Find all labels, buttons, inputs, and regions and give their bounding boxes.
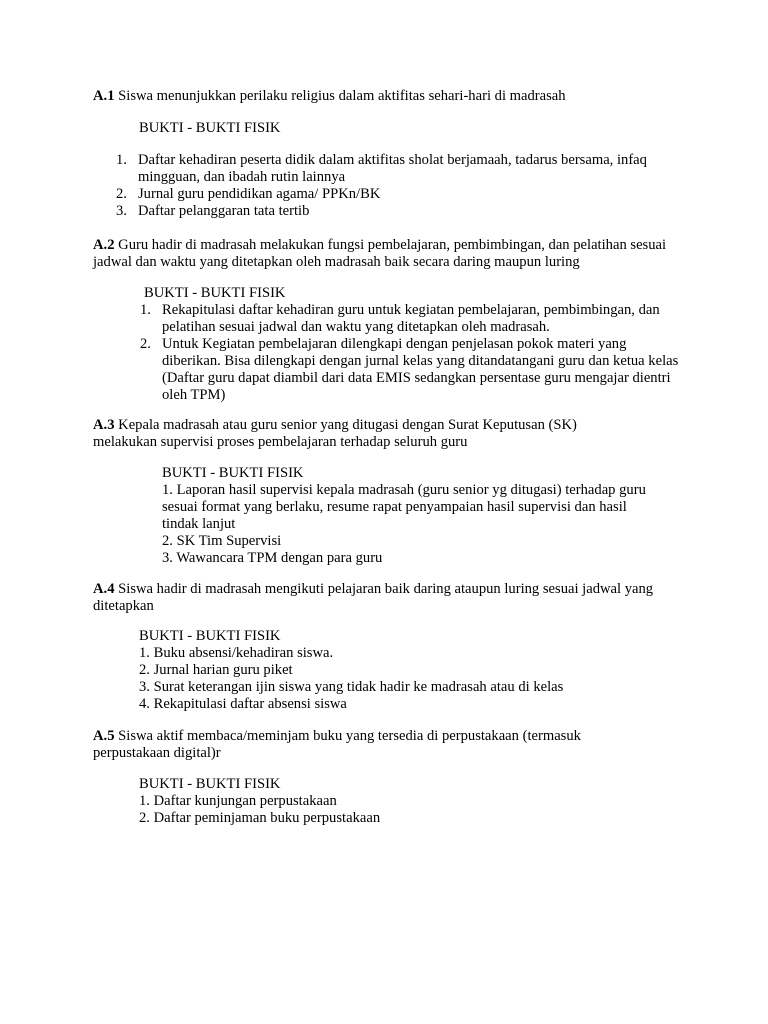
section-a4-evidence (139, 628, 679, 713)
section-a2-heading (93, 237, 673, 271)
list-item: 1. Rekapitulasi daftar kehadiran guru untuk kegiatan pembelajaran, pembimbingan, dan pelatihan sesuai jadwal dan waktu yang ditetapkan oleh madrasah. (140, 302, 660, 335)
list-item: 1. Daftar kehadiran peserta didik dalam aktifitas sholat berjamaah, tadarus bersama, infaq mingguan, dan ibadah rutin lainnya (116, 152, 647, 185)
list-item: 3. Wawancara TPM dengan para guru (162, 550, 383, 566)
list-item: 4. Rekapitulasi daftar absensi siswa (139, 696, 347, 712)
list-item: 2. Jurnal guru pendidikan agama/ PPKn/BK (116, 186, 381, 202)
section-a3-code: A.3 (93, 417, 115, 433)
list-item: 3. Surat keterangan ijin siswa yang tidak hadir ke madrasah atau di kelas (139, 679, 564, 695)
section-a4-heading (93, 581, 668, 615)
section-a3-evidence (162, 465, 662, 567)
section-a5-text: Siswa aktif membaca/meminjam buku yang tersedia di perpustakaan (termasuk perpustakaan digital)r (93, 728, 581, 761)
section-a4-evidence-title: BUKTI - BUKTI FISIK (139, 628, 281, 644)
section-a2-evidence-list (140, 302, 680, 404)
section-a2-code: A.2 (93, 237, 115, 253)
section-a2-text: Guru hadir di madrasah melakukan fungsi pembelajaran, pembimbingan, dan pelatihan sesuai jadwal dan waktu yang ditetapkan oleh madrasah baik secara daring maupun luring (93, 237, 667, 270)
list-item: 1. Laporan hasil supervisi kepala madrasah (guru senior yg ditugasi) terhadap guru sesuai format yang berlaku, resume rapat penyampaian hasil supervisi dan hasil tindak lanjut (162, 482, 646, 532)
section-a1-evidence-title: BUKTI - BUKTI FISIK (139, 120, 281, 136)
list-item: 2. SK Tim Supervisi (162, 533, 282, 549)
list-item: 3. Daftar pelanggaran tata tertib (116, 203, 310, 219)
section-a1-evidence-list (116, 152, 656, 220)
section-a4-code: A.4 (93, 581, 115, 597)
section-a3-evidence-title: BUKTI - BUKTI FISIK (162, 465, 304, 481)
section-a1-text: Siswa menunjukkan perilaku religius dalam aktifitas sehari-hari di madrasah (114, 88, 566, 104)
list-item: 2. Daftar peminjaman buku perpustakaan (139, 810, 381, 826)
section-a5-code: A.5 (93, 728, 115, 744)
section-a1-heading (93, 88, 673, 105)
section-a2-evidence-title: BUKTI - BUKTI FISIK (144, 285, 286, 301)
list-item: 2. Untuk Kegiatan pembelajaran dilengkapi dengan penjelasan pokok materi yang diberikan. Bisa dilengkapi dengan jurnal kelas yang ditandatangani guru dan ketua kelas (Daftar guru dapat diambil dari data EMIS sedangkan persentase guru mengajar dientri oleh TPM) (140, 336, 679, 403)
section-a3-heading (93, 417, 633, 451)
section-a5-heading (93, 728, 633, 762)
list-item: 2. Jurnal harian guru piket (139, 662, 293, 678)
section-a4-text: Siswa hadir di madrasah mengikuti pelajaran baik daring ataupun luring sesuai jadwal yang ditetapkan (93, 581, 654, 614)
section-a3-text: Kepala madrasah atau guru senior yang ditugasi dengan Surat Keputusan (SK) melakukan supervisi proses pembelajaran terhadap seluruh guru (93, 417, 577, 450)
section-a1-code: A.1 (93, 88, 115, 104)
list-item: 1. Daftar kunjungan perpustakaan (139, 793, 337, 809)
list-item: 1. Buku absensi/kehadiran siswa. (139, 645, 334, 661)
section-a5-evidence (139, 776, 679, 827)
section-a5-evidence-title: BUKTI - BUKTI FISIK (139, 776, 281, 792)
